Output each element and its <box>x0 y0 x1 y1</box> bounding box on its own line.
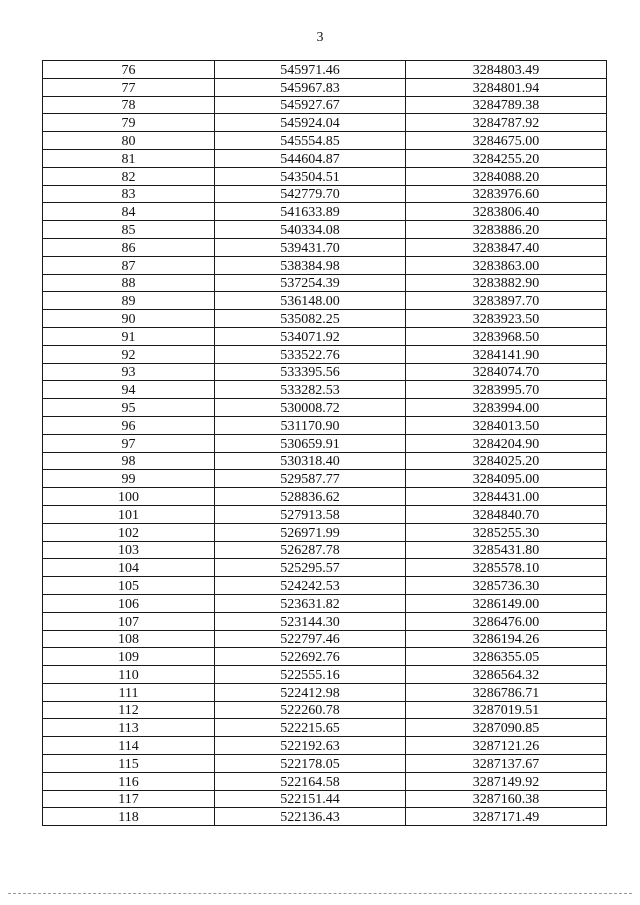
y-coordinate-cell: 3287171.49 <box>406 808 607 826</box>
point-number-cell: 96 <box>43 416 215 434</box>
point-number-cell: 102 <box>43 523 215 541</box>
x-coordinate-cell: 522555.16 <box>215 666 406 684</box>
point-number-cell: 97 <box>43 434 215 452</box>
y-coordinate-cell: 3287019.51 <box>406 701 607 719</box>
table-row <box>43 149 607 167</box>
y-coordinate-cell: 3286194.26 <box>406 630 607 648</box>
table-row <box>43 434 607 452</box>
x-coordinate-cell: 527913.58 <box>215 505 406 523</box>
y-coordinate-cell: 3283994.00 <box>406 399 607 417</box>
y-coordinate-cell: 3286564.32 <box>406 666 607 684</box>
table-row <box>43 666 607 684</box>
x-coordinate-cell: 522192.63 <box>215 737 406 755</box>
table-row <box>43 345 607 363</box>
table-row <box>43 61 607 79</box>
y-coordinate-cell: 3284141.90 <box>406 345 607 363</box>
table-row <box>43 310 607 328</box>
y-coordinate-cell: 3287149.92 <box>406 772 607 790</box>
y-coordinate-cell: 3286476.00 <box>406 612 607 630</box>
x-coordinate-cell: 533522.76 <box>215 345 406 363</box>
point-number-cell: 79 <box>43 114 215 132</box>
point-number-cell: 93 <box>43 363 215 381</box>
table-row <box>43 78 607 96</box>
point-number-cell: 116 <box>43 772 215 790</box>
x-coordinate-cell: 525295.57 <box>215 559 406 577</box>
x-coordinate-cell: 522260.78 <box>215 701 406 719</box>
y-coordinate-cell: 3284803.49 <box>406 61 607 79</box>
point-number-cell: 111 <box>43 683 215 701</box>
x-coordinate-cell: 545554.85 <box>215 132 406 150</box>
y-coordinate-cell: 3284074.70 <box>406 363 607 381</box>
table-row <box>43 399 607 417</box>
x-coordinate-cell: 526287.78 <box>215 541 406 559</box>
x-coordinate-cell: 528836.62 <box>215 488 406 506</box>
table-row <box>43 203 607 221</box>
x-coordinate-cell: 533282.53 <box>215 381 406 399</box>
x-coordinate-cell: 530659.91 <box>215 434 406 452</box>
x-coordinate-cell: 522215.65 <box>215 719 406 737</box>
y-coordinate-cell: 3284095.00 <box>406 470 607 488</box>
y-coordinate-cell: 3285255.30 <box>406 523 607 541</box>
x-coordinate-cell: 522164.58 <box>215 772 406 790</box>
y-coordinate-cell: 3283886.20 <box>406 221 607 239</box>
page-number: 3 <box>316 30 324 45</box>
table-row <box>43 612 607 630</box>
point-number-cell: 117 <box>43 790 215 808</box>
y-coordinate-cell: 3283923.50 <box>406 310 607 328</box>
x-coordinate-cell: 538384.98 <box>215 256 406 274</box>
y-coordinate-cell: 3283882.90 <box>406 274 607 292</box>
table-row <box>43 523 607 541</box>
table-row <box>43 737 607 755</box>
y-coordinate-cell: 3284840.70 <box>406 505 607 523</box>
table-row <box>43 363 607 381</box>
table-row <box>43 701 607 719</box>
y-coordinate-cell: 3285578.10 <box>406 559 607 577</box>
coordinates-table <box>42 60 607 826</box>
y-coordinate-cell: 3283897.70 <box>406 292 607 310</box>
x-coordinate-cell: 533395.56 <box>215 363 406 381</box>
y-coordinate-cell: 3283968.50 <box>406 327 607 345</box>
point-number-cell: 100 <box>43 488 215 506</box>
table-row <box>43 327 607 345</box>
point-number-cell: 85 <box>43 221 215 239</box>
point-number-cell: 104 <box>43 559 215 577</box>
table-row <box>43 559 607 577</box>
y-coordinate-cell: 3284255.20 <box>406 149 607 167</box>
table-row <box>43 772 607 790</box>
point-number-cell: 110 <box>43 666 215 684</box>
x-coordinate-cell: 545967.83 <box>215 78 406 96</box>
point-number-cell: 98 <box>43 452 215 470</box>
point-number-cell: 109 <box>43 648 215 666</box>
table-row <box>43 114 607 132</box>
table-row <box>43 381 607 399</box>
table-row <box>43 470 607 488</box>
x-coordinate-cell: 545971.46 <box>215 61 406 79</box>
x-coordinate-cell: 542779.70 <box>215 185 406 203</box>
y-coordinate-cell: 3284013.50 <box>406 416 607 434</box>
point-number-cell: 114 <box>43 737 215 755</box>
x-coordinate-cell: 523631.82 <box>215 594 406 612</box>
table-row <box>43 594 607 612</box>
y-coordinate-cell: 3284431.00 <box>406 488 607 506</box>
y-coordinate-cell: 3283806.40 <box>406 203 607 221</box>
y-coordinate-cell: 3284204.90 <box>406 434 607 452</box>
coordinates-table-body <box>43 61 607 826</box>
table-row <box>43 719 607 737</box>
y-coordinate-cell: 3284675.00 <box>406 132 607 150</box>
bottom-scan-line <box>8 893 632 894</box>
x-coordinate-cell: 522692.76 <box>215 648 406 666</box>
point-number-cell: 84 <box>43 203 215 221</box>
point-number-cell: 99 <box>43 470 215 488</box>
y-coordinate-cell: 3284787.92 <box>406 114 607 132</box>
point-number-cell: 106 <box>43 594 215 612</box>
x-coordinate-cell: 522151.44 <box>215 790 406 808</box>
x-coordinate-cell: 540334.08 <box>215 221 406 239</box>
table-row <box>43 808 607 826</box>
table-row <box>43 185 607 203</box>
x-coordinate-cell: 543504.51 <box>215 167 406 185</box>
x-coordinate-cell: 537254.39 <box>215 274 406 292</box>
table-row <box>43 221 607 239</box>
table-row <box>43 167 607 185</box>
x-coordinate-cell: 522178.05 <box>215 755 406 773</box>
x-coordinate-cell: 545927.67 <box>215 96 406 114</box>
y-coordinate-cell: 3284088.20 <box>406 167 607 185</box>
table-row <box>43 505 607 523</box>
x-coordinate-cell: 522797.46 <box>215 630 406 648</box>
x-coordinate-cell: 539431.70 <box>215 238 406 256</box>
y-coordinate-cell: 3287090.85 <box>406 719 607 737</box>
point-number-cell: 87 <box>43 256 215 274</box>
x-coordinate-cell: 530008.72 <box>215 399 406 417</box>
point-number-cell: 78 <box>43 96 215 114</box>
table-row <box>43 256 607 274</box>
y-coordinate-cell: 3285736.30 <box>406 577 607 595</box>
table-row <box>43 648 607 666</box>
x-coordinate-cell: 522412.98 <box>215 683 406 701</box>
y-coordinate-cell: 3286786.71 <box>406 683 607 701</box>
y-coordinate-cell: 3283995.70 <box>406 381 607 399</box>
table-row <box>43 452 607 470</box>
point-number-cell: 118 <box>43 808 215 826</box>
table-row <box>43 577 607 595</box>
y-coordinate-cell: 3283863.00 <box>406 256 607 274</box>
table-row <box>43 541 607 559</box>
table-row <box>43 790 607 808</box>
y-coordinate-cell: 3283847.40 <box>406 238 607 256</box>
point-number-cell: 108 <box>43 630 215 648</box>
table-row <box>43 683 607 701</box>
table-row <box>43 755 607 773</box>
x-coordinate-cell: 545924.04 <box>215 114 406 132</box>
table-row <box>43 238 607 256</box>
x-coordinate-cell: 530318.40 <box>215 452 406 470</box>
table-row <box>43 630 607 648</box>
point-number-cell: 89 <box>43 292 215 310</box>
table-row <box>43 292 607 310</box>
y-coordinate-cell: 3287160.38 <box>406 790 607 808</box>
y-coordinate-cell: 3285431.80 <box>406 541 607 559</box>
point-number-cell: 95 <box>43 399 215 417</box>
point-number-cell: 77 <box>43 78 215 96</box>
point-number-cell: 83 <box>43 185 215 203</box>
table-row <box>43 274 607 292</box>
y-coordinate-cell: 3284025.20 <box>406 452 607 470</box>
x-coordinate-cell: 522136.43 <box>215 808 406 826</box>
point-number-cell: 90 <box>43 310 215 328</box>
point-number-cell: 105 <box>43 577 215 595</box>
point-number-cell: 115 <box>43 755 215 773</box>
y-coordinate-cell: 3287137.67 <box>406 755 607 773</box>
x-coordinate-cell: 526971.99 <box>215 523 406 541</box>
point-number-cell: 113 <box>43 719 215 737</box>
y-coordinate-cell: 3286355.05 <box>406 648 607 666</box>
y-coordinate-cell: 3286149.00 <box>406 594 607 612</box>
x-coordinate-cell: 534071.92 <box>215 327 406 345</box>
x-coordinate-cell: 536148.00 <box>215 292 406 310</box>
point-number-cell: 82 <box>43 167 215 185</box>
y-coordinate-cell: 3283976.60 <box>406 185 607 203</box>
point-number-cell: 101 <box>43 505 215 523</box>
y-coordinate-cell: 3284801.94 <box>406 78 607 96</box>
y-coordinate-cell: 3284789.38 <box>406 96 607 114</box>
table-row <box>43 416 607 434</box>
point-number-cell: 92 <box>43 345 215 363</box>
x-coordinate-cell: 524242.53 <box>215 577 406 595</box>
x-coordinate-cell: 541633.89 <box>215 203 406 221</box>
x-coordinate-cell: 531170.90 <box>215 416 406 434</box>
table-row <box>43 132 607 150</box>
x-coordinate-cell: 523144.30 <box>215 612 406 630</box>
x-coordinate-cell: 544604.87 <box>215 149 406 167</box>
point-number-cell: 76 <box>43 61 215 79</box>
point-number-cell: 81 <box>43 149 215 167</box>
table-row <box>43 488 607 506</box>
x-coordinate-cell: 529587.77 <box>215 470 406 488</box>
x-coordinate-cell: 535082.25 <box>215 310 406 328</box>
point-number-cell: 91 <box>43 327 215 345</box>
y-coordinate-cell: 3287121.26 <box>406 737 607 755</box>
table-row <box>43 96 607 114</box>
point-number-cell: 86 <box>43 238 215 256</box>
point-number-cell: 112 <box>43 701 215 719</box>
point-number-cell: 103 <box>43 541 215 559</box>
point-number-cell: 107 <box>43 612 215 630</box>
point-number-cell: 88 <box>43 274 215 292</box>
point-number-cell: 94 <box>43 381 215 399</box>
point-number-cell: 80 <box>43 132 215 150</box>
